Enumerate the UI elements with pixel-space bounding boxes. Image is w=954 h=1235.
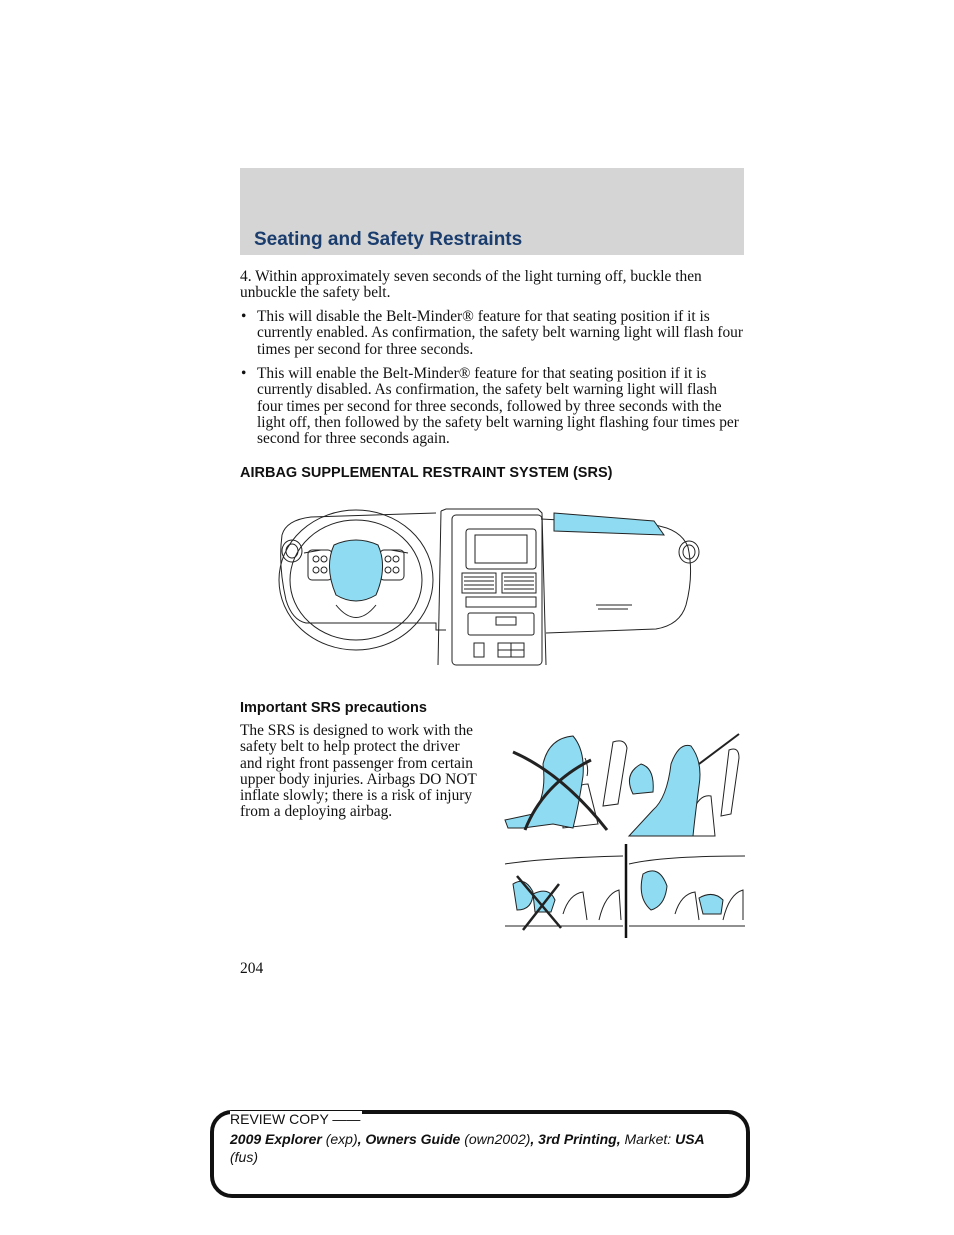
airbag-srs-heading: AIRBAG SUPPLEMENTAL RESTRAINT SYSTEM (SRS) — [240, 465, 613, 481]
market-code: (fus) — [230, 1149, 258, 1165]
bullet-enable — [240, 366, 745, 447]
srs-precautions-heading: Important SRS precautions — [240, 700, 427, 716]
model-code: (exp) — [325, 1131, 358, 1147]
market-label: Market: — [624, 1131, 672, 1147]
bullet-symbol: • — [241, 308, 247, 325]
model-name: 2009 Explorer — [230, 1131, 322, 1147]
page-number: 204 — [240, 960, 264, 977]
section-title: Seating and Safety Restraints — [254, 229, 523, 250]
market-value: USA — [675, 1131, 705, 1147]
dashboard-airbag-illustration — [276, 505, 706, 670]
bullet-symbol: • — [241, 365, 247, 382]
document-info-line — [230, 1131, 705, 1148]
srs-precautions-paragraph: The SRS is designed to work with the safety belt to help protect the driver and right front passenger from certain upper body injuries. Airbags DO NOT inflate slowly; there is a risk of injury from a deploying airbag. — [240, 722, 477, 821]
occupant-position-illustration — [503, 724, 745, 940]
review-copy-label: REVIEW COPY —— — [230, 1111, 361, 1127]
guide-code: (own2002) — [464, 1131, 531, 1147]
printing-info: , 3rd Printing, — [530, 1131, 621, 1147]
bullet-disable — [240, 309, 745, 358]
step-4-paragraph: 4. Within approximately seven seconds of the light turning off, buckle then unbuckle the safety belt. — [240, 268, 702, 302]
bullet-enable-text: This will enable the Belt-Minder® feature for that seating position if it is currently disabled. As confirmation, the safety belt warning light will flash four times per second for three seconds, followed by three seconds with the light off, then followed by the safety belt warning light flashing four times per second for three seconds again. — [257, 365, 739, 448]
bullet-disable-text: This will disable the Belt-Minder® feature for that seating position if it is currently enabled. As confirmation, the safety belt warning light will flash four times per second for three seconds. — [257, 308, 743, 358]
guide-name: , Owners Guide — [357, 1131, 461, 1147]
